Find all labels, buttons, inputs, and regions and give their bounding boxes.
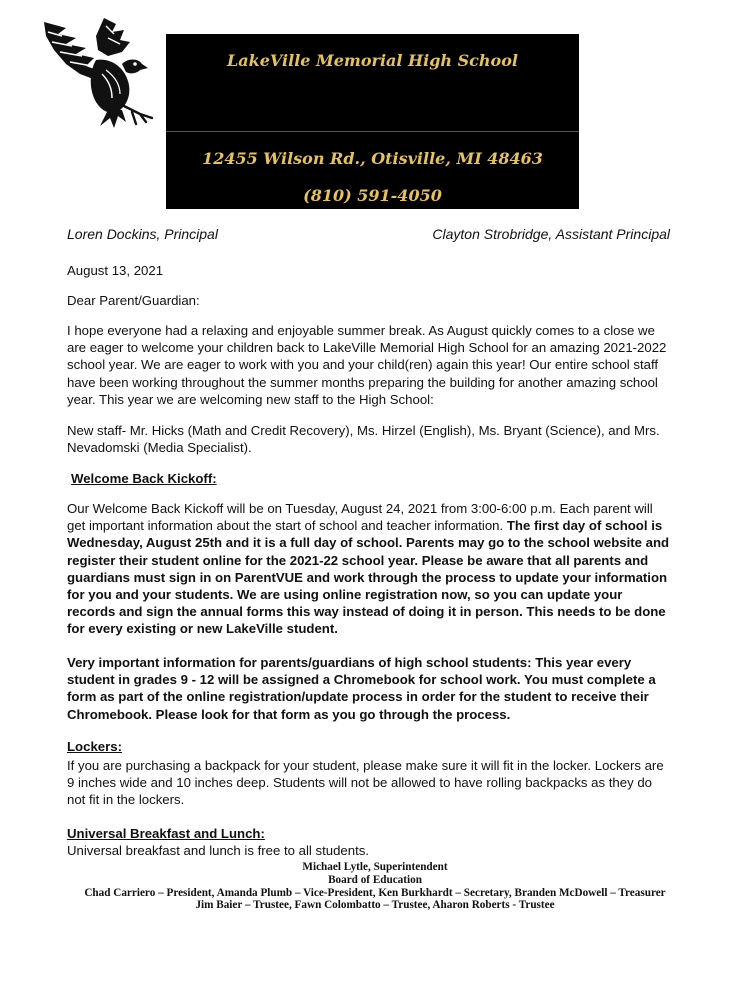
chromebook-paragraph: Very important information for parents/guardians of high school students: This year every student in grades 9 - 12 will be assigned a Chromebook for school work. You must complete a form as part of the online registration/update process in order for the student to receive their Chromebook. Please look for that form as you go through the process. [67,655,656,722]
eagle-mascot-logo [36,14,154,132]
letter-date: August 13, 2021 [67,263,164,278]
breakfast-paragraph: Universal breakfast and lunch is free to all students. [67,843,370,858]
kickoff-bold-text: The first day of school is Wednesday, August 25th and it is a full day of school. Parents may go to the school website and register their student online for the 2021-22 school year. Please be aware that all parents and guardians must sign in on ParentVUE and work through the process to update your information for you and your students. We are using online registration now, so you can update your records and sign the annual forms this way instead of doing it in person. This needs to be done for every existing or new LakeVille student. [67,518,670,637]
board-trustees: Jim Baier – Trustee, Fawn Colombatto – Trustee, Aharon Roberts - Trustee [195,899,555,912]
assistant-principal-name: Clayton Strobridge, Assistant Principal [432,226,670,242]
intro-paragraph: I hope everyone had a relaxing and enjoyable summer break. As August quickly comes to a close we are eager to welcome your children back to LakeVille Memorial High School for an amazing 2021-2022 school year. We are eager to work with you and your child(ren) again this year! Our entire school staff have been working throughout the summer months preparing the building for another amazing school year. This year we are welcoming new staff to the High School: [67,323,667,407]
kickoff-paragraph [67,500,672,638]
school-header-banner [166,34,579,209]
superintendent-name: Michael Lytle, Superintendent [302,861,448,873]
school-phone: (810) 591-4050 [303,186,442,205]
lockers-heading: Lockers: [67,739,122,754]
breakfast-heading: Universal Breakfast and Lunch: [67,826,265,841]
kickoff-heading: Welcome Back Kickoff: [71,471,217,486]
school-address: 12455 Wilson Rd., Otisville, MI 48463 [202,149,543,168]
new-staff-paragraph: New staff- Mr. Hicks (Math and Credit Recovery), Ms. Hirzel (English), Ms. Bryant (Science), and Mrs. Nevadomski (Media Specialist). [67,423,660,456]
board-officers: Chad Carriero – President, Amanda Plumb – Vice-President, Ken Burkhardt – Secretary, Branden McDowell – Treasurer [84,886,666,899]
letter-salutation: Dear Parent/Guardian: [67,293,200,308]
lockers-paragraph: If you are purchasing a backpack for your student, please make sure it will fit in the locker. Lockers are 9 inches wide and 10 inches deep. Students will not be allowed to have rolling backpacks as they do not fit in the lockers. [67,758,664,808]
banner-divider [166,131,579,132]
administrators-line [67,226,670,242]
board-footer [60,861,690,912]
board-title: Board of Education [328,873,422,886]
principal-name: Loren Dockins, Principal [67,226,218,242]
kickoff-text: Our Welcome Back Kickoff will be on Tuesday, August 24, 2021 from 3:00-6:00 p.m. Each parent will get important information about the start of school and teacher information. [67,501,653,534]
school-name: LakeVille Memorial High School [227,51,518,70]
